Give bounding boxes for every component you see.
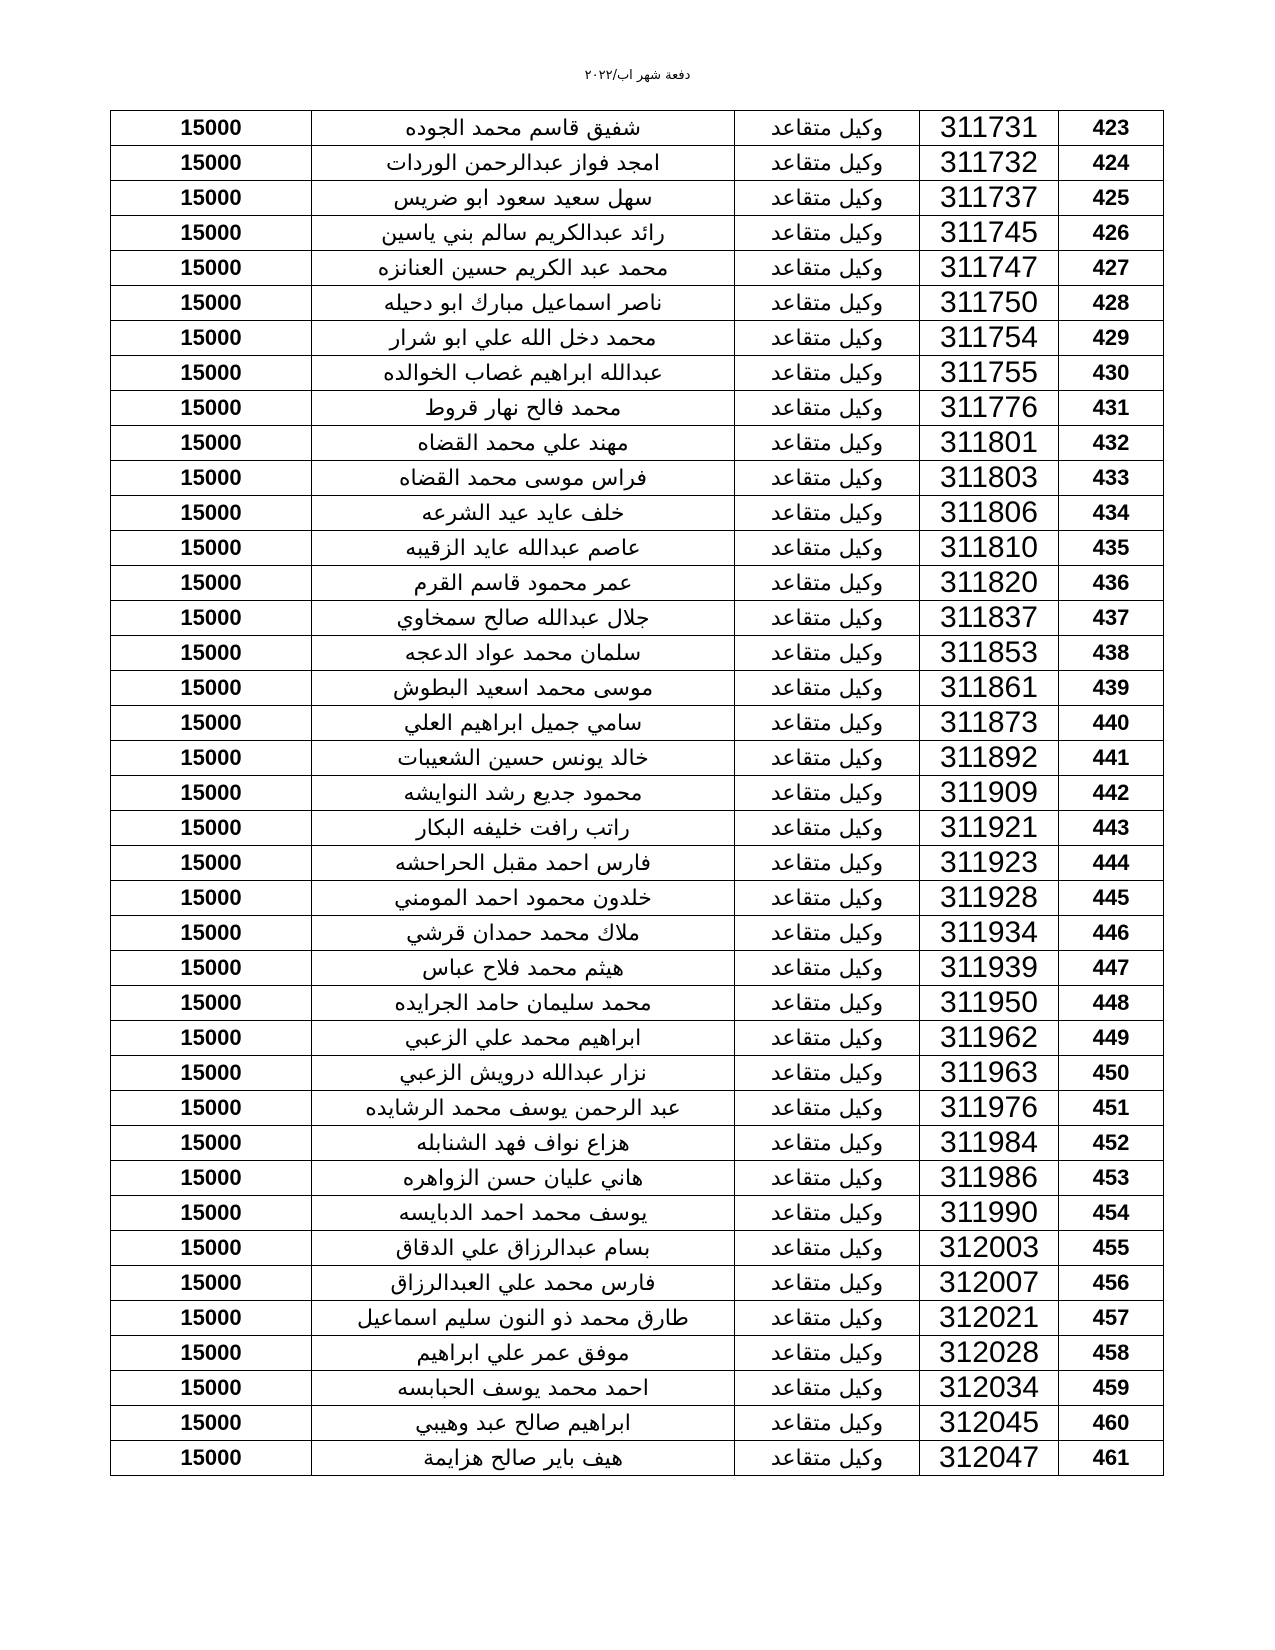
row-number: 455 (1059, 1231, 1164, 1266)
member-type: وكيل متقاعد (735, 846, 920, 881)
payment-amount: 15000 (111, 1336, 312, 1371)
payment-amount: 15000 (111, 391, 312, 426)
row-number: 451 (1059, 1091, 1164, 1126)
member-name: فراس موسى محمد القضاه (312, 461, 735, 496)
member-id: 311803 (920, 461, 1059, 496)
member-id: 311873 (920, 706, 1059, 741)
member-id: 311950 (920, 986, 1059, 1021)
row-number: 443 (1059, 811, 1164, 846)
member-name: محمد دخل الله علي ابو شرار (312, 321, 735, 356)
member-id: 311984 (920, 1126, 1059, 1161)
member-id: 311801 (920, 426, 1059, 461)
member-type: وكيل متقاعد (735, 1406, 920, 1441)
member-name: يوسف محمد احمد الدبايسه (312, 1196, 735, 1231)
table-row (111, 181, 1164, 216)
member-name: فارس محمد علي العبدالرزاق (312, 1266, 735, 1301)
payment-amount: 15000 (111, 986, 312, 1021)
member-type: وكيل متقاعد (735, 1441, 920, 1476)
member-id: 312034 (920, 1371, 1059, 1406)
payment-amount: 15000 (111, 741, 312, 776)
member-id: 311837 (920, 601, 1059, 636)
member-type: وكيل متقاعد (735, 776, 920, 811)
member-name: ملاك محمد حمدان قرشي (312, 916, 735, 951)
payment-amount: 15000 (111, 1371, 312, 1406)
row-number: 440 (1059, 706, 1164, 741)
row-number: 447 (1059, 951, 1164, 986)
table-row (111, 391, 1164, 426)
member-type: وكيل متقاعد (735, 496, 920, 531)
member-name: خلدون محمود احمد المومني (312, 881, 735, 916)
member-id: 311892 (920, 741, 1059, 776)
member-name: عبدالله ابراهيم غصاب الخوالده (312, 356, 735, 391)
member-name: طارق محمد ذو النون سليم اسماعيل (312, 1301, 735, 1336)
table-row (111, 636, 1164, 671)
member-type: وكيل متقاعد (735, 1266, 920, 1301)
member-name: بسام عبدالرزاق علي الدقاق (312, 1231, 735, 1266)
row-number: 429 (1059, 321, 1164, 356)
member-id: 312028 (920, 1336, 1059, 1371)
table-row (111, 1301, 1164, 1336)
member-id: 312047 (920, 1441, 1059, 1476)
row-number: 441 (1059, 741, 1164, 776)
row-number: 449 (1059, 1021, 1164, 1056)
member-name: ناصر اسماعيل مبارك ابو دحيله (312, 286, 735, 321)
member-type: وكيل متقاعد (735, 1021, 920, 1056)
member-id: 311750 (920, 286, 1059, 321)
member-id: 311934 (920, 916, 1059, 951)
member-name: محمد سليمان حامد الجرايده (312, 986, 735, 1021)
member-type: وكيل متقاعد (735, 251, 920, 286)
table-row (111, 566, 1164, 601)
table-row (111, 356, 1164, 391)
payment-amount: 15000 (111, 286, 312, 321)
member-type: وكيل متقاعد (735, 566, 920, 601)
member-name: خالد يونس حسين الشعيبات (312, 741, 735, 776)
member-id: 311909 (920, 776, 1059, 811)
row-number: 459 (1059, 1371, 1164, 1406)
member-name: هاني عليان حسن الزواهره (312, 1161, 735, 1196)
row-number: 445 (1059, 881, 1164, 916)
member-name: امجد فواز عبدالرحمن الوردات (312, 146, 735, 181)
table-row (111, 496, 1164, 531)
member-name: شفيق قاسم محمد الجوده (312, 111, 735, 146)
member-id: 311963 (920, 1056, 1059, 1091)
payment-amount: 15000 (111, 1231, 312, 1266)
row-number: 424 (1059, 146, 1164, 181)
member-id: 311921 (920, 811, 1059, 846)
row-number: 460 (1059, 1406, 1164, 1441)
row-number: 438 (1059, 636, 1164, 671)
payment-amount: 15000 (111, 356, 312, 391)
member-type: وكيل متقاعد (735, 216, 920, 251)
payment-amount: 15000 (111, 1021, 312, 1056)
member-name: موسى محمد اسعيد البطوش (312, 671, 735, 706)
member-name: جلال عبدالله صالح سمخاوي (312, 601, 735, 636)
member-id: 311754 (920, 321, 1059, 356)
row-number: 442 (1059, 776, 1164, 811)
member-id: 311747 (920, 251, 1059, 286)
table-row (111, 321, 1164, 356)
row-number: 426 (1059, 216, 1164, 251)
member-id: 311732 (920, 146, 1059, 181)
member-id: 311990 (920, 1196, 1059, 1231)
member-name: سامي جميل ابراهيم العلي (312, 706, 735, 741)
row-number: 444 (1059, 846, 1164, 881)
table-row (111, 1161, 1164, 1196)
member-id: 311810 (920, 531, 1059, 566)
member-id: 311976 (920, 1091, 1059, 1126)
table-row (111, 531, 1164, 566)
row-number: 454 (1059, 1196, 1164, 1231)
member-type: وكيل متقاعد (735, 1091, 920, 1126)
row-number: 435 (1059, 531, 1164, 566)
payment-amount: 15000 (111, 461, 312, 496)
payment-amount: 15000 (111, 601, 312, 636)
table-row (111, 1196, 1164, 1231)
payment-amount: 15000 (111, 216, 312, 251)
member-id: 311861 (920, 671, 1059, 706)
payment-amount: 15000 (111, 636, 312, 671)
member-type: وكيل متقاعد (735, 1056, 920, 1091)
member-type: وكيل متقاعد (735, 1371, 920, 1406)
member-type: وكيل متقاعد (735, 391, 920, 426)
member-name: احمد محمد يوسف الحبابسه (312, 1371, 735, 1406)
row-number: 428 (1059, 286, 1164, 321)
table-row (111, 1266, 1164, 1301)
member-id: 311755 (920, 356, 1059, 391)
member-type: وكيل متقاعد (735, 811, 920, 846)
member-name: خلف عايد عيد الشرعه (312, 496, 735, 531)
payment-amount: 15000 (111, 671, 312, 706)
member-id: 311962 (920, 1021, 1059, 1056)
row-number: 456 (1059, 1266, 1164, 1301)
member-name: سهل سعيد سعود ابو ضريس (312, 181, 735, 216)
member-type: وكيل متقاعد (735, 1161, 920, 1196)
payment-amount: 15000 (111, 1441, 312, 1476)
table-row (111, 251, 1164, 286)
member-id: 312007 (920, 1266, 1059, 1301)
table-row (111, 846, 1164, 881)
row-number: 446 (1059, 916, 1164, 951)
table-row (111, 776, 1164, 811)
payment-amount: 15000 (111, 566, 312, 601)
member-name: هيف باير صالح هزايمة (312, 1441, 735, 1476)
payment-amount: 15000 (111, 846, 312, 881)
table-row (111, 426, 1164, 461)
table-row (111, 1441, 1164, 1476)
member-type: وكيل متقاعد (735, 1196, 920, 1231)
row-number: 433 (1059, 461, 1164, 496)
table-row (111, 1406, 1164, 1441)
payment-amount: 15000 (111, 531, 312, 566)
table-row (111, 286, 1164, 321)
row-number: 457 (1059, 1301, 1164, 1336)
member-type: وكيل متقاعد (735, 531, 920, 566)
member-type: وكيل متقاعد (735, 181, 920, 216)
row-number: 450 (1059, 1056, 1164, 1091)
table-row (111, 1091, 1164, 1126)
table-row (111, 216, 1164, 251)
table-row (111, 111, 1164, 146)
payment-table (110, 110, 1164, 1476)
member-type: وكيل متقاعد (735, 146, 920, 181)
member-type: وكيل متقاعد (735, 636, 920, 671)
member-type: وكيل متقاعد (735, 916, 920, 951)
member-type: وكيل متقاعد (735, 1301, 920, 1336)
table-row (111, 461, 1164, 496)
payment-amount: 15000 (111, 146, 312, 181)
row-number: 439 (1059, 671, 1164, 706)
member-type: وكيل متقاعد (735, 111, 920, 146)
payment-table-body (111, 111, 1164, 1476)
payment-amount: 15000 (111, 181, 312, 216)
table-row (111, 706, 1164, 741)
member-id: 311853 (920, 636, 1059, 671)
member-type: وكيل متقاعد (735, 706, 920, 741)
payment-amount: 15000 (111, 1126, 312, 1161)
payment-amount: 15000 (111, 951, 312, 986)
member-type: وكيل متقاعد (735, 986, 920, 1021)
member-name: ابراهيم محمد علي الزعبي (312, 1021, 735, 1056)
member-type: وكيل متقاعد (735, 881, 920, 916)
payment-amount: 15000 (111, 1301, 312, 1336)
member-type: وكيل متقاعد (735, 671, 920, 706)
payment-amount: 15000 (111, 1056, 312, 1091)
payment-amount: 15000 (111, 1406, 312, 1441)
payment-amount: 15000 (111, 916, 312, 951)
table-row (111, 1056, 1164, 1091)
row-number: 427 (1059, 251, 1164, 286)
row-number: 461 (1059, 1441, 1164, 1476)
member-id: 311731 (920, 111, 1059, 146)
member-id: 312021 (920, 1301, 1059, 1336)
member-name: فارس احمد مقبل الحراحشه (312, 846, 735, 881)
table-row (111, 916, 1164, 951)
member-name: راتب رافت خليفه البكار (312, 811, 735, 846)
member-type: وكيل متقاعد (735, 461, 920, 496)
row-number: 432 (1059, 426, 1164, 461)
table-row (111, 1371, 1164, 1406)
payment-amount: 15000 (111, 1161, 312, 1196)
table-row (111, 741, 1164, 776)
member-name: محمد عبد الكريم حسين العنانزه (312, 251, 735, 286)
member-name: محمود جديع رشد النوايشه (312, 776, 735, 811)
member-id: 311939 (920, 951, 1059, 986)
member-id: 311928 (920, 881, 1059, 916)
member-name: ابراهيم صالح عبد وهيبي (312, 1406, 735, 1441)
payment-amount: 15000 (111, 776, 312, 811)
table-row (111, 146, 1164, 181)
table-row (111, 811, 1164, 846)
row-number: 437 (1059, 601, 1164, 636)
member-name: عبد الرحمن يوسف محمد الرشايده (312, 1091, 735, 1126)
member-name: رائد عبدالكريم سالم بني ياسين (312, 216, 735, 251)
table-row (111, 1231, 1164, 1266)
member-type: وكيل متقاعد (735, 356, 920, 391)
member-name: هيثم محمد فلاح عباس (312, 951, 735, 986)
member-type: وكيل متقاعد (735, 286, 920, 321)
member-name: هزاع نواف فهد الشنابله (312, 1126, 735, 1161)
row-number: 452 (1059, 1126, 1164, 1161)
member-type: وكيل متقاعد (735, 741, 920, 776)
member-id: 311820 (920, 566, 1059, 601)
payment-amount: 15000 (111, 1196, 312, 1231)
payment-amount: 15000 (111, 251, 312, 286)
member-name: موفق عمر علي ابراهيم (312, 1336, 735, 1371)
table-row (111, 1336, 1164, 1371)
member-id: 312045 (920, 1406, 1059, 1441)
table-row (111, 951, 1164, 986)
payment-amount: 15000 (111, 496, 312, 531)
member-name: نزار عبدالله درويش الزعبي (312, 1056, 735, 1091)
payment-amount: 15000 (111, 111, 312, 146)
table-row (111, 1021, 1164, 1056)
member-id: 311986 (920, 1161, 1059, 1196)
member-name: عمر محمود قاسم القرم (312, 566, 735, 601)
row-number: 431 (1059, 391, 1164, 426)
payment-amount: 15000 (111, 881, 312, 916)
member-id: 311806 (920, 496, 1059, 531)
member-name: محمد فالح نهار قروط (312, 391, 735, 426)
row-number: 436 (1059, 566, 1164, 601)
page-title: دفعة شهر اب/٢٠٢٢ (584, 68, 691, 83)
payment-amount: 15000 (111, 811, 312, 846)
member-type: وكيل متقاعد (735, 951, 920, 986)
member-type: وكيل متقاعد (735, 1126, 920, 1161)
table-row (111, 671, 1164, 706)
row-number: 453 (1059, 1161, 1164, 1196)
member-id: 311737 (920, 181, 1059, 216)
table-row (111, 986, 1164, 1021)
payment-amount: 15000 (111, 426, 312, 461)
member-type: وكيل متقاعد (735, 1336, 920, 1371)
member-name: مهند علي محمد القضاه (312, 426, 735, 461)
member-type: وكيل متقاعد (735, 1231, 920, 1266)
member-type: وكيل متقاعد (735, 321, 920, 356)
row-number: 458 (1059, 1336, 1164, 1371)
row-number: 434 (1059, 496, 1164, 531)
table-row (111, 881, 1164, 916)
table-row (111, 601, 1164, 636)
member-type: وكيل متقاعد (735, 426, 920, 461)
member-id: 311745 (920, 216, 1059, 251)
row-number: 423 (1059, 111, 1164, 146)
member-id: 312003 (920, 1231, 1059, 1266)
payment-amount: 15000 (111, 321, 312, 356)
payment-amount: 15000 (111, 1091, 312, 1126)
payment-amount: 15000 (111, 1266, 312, 1301)
member-name: سلمان محمد عواد الدعجه (312, 636, 735, 671)
table-row (111, 1126, 1164, 1161)
member-name: عاصم عبدالله عايد الزقيبه (312, 531, 735, 566)
payment-amount: 15000 (111, 706, 312, 741)
member-type: وكيل متقاعد (735, 601, 920, 636)
row-number: 430 (1059, 356, 1164, 391)
row-number: 448 (1059, 986, 1164, 1021)
member-id: 311923 (920, 846, 1059, 881)
row-number: 425 (1059, 181, 1164, 216)
member-id: 311776 (920, 391, 1059, 426)
